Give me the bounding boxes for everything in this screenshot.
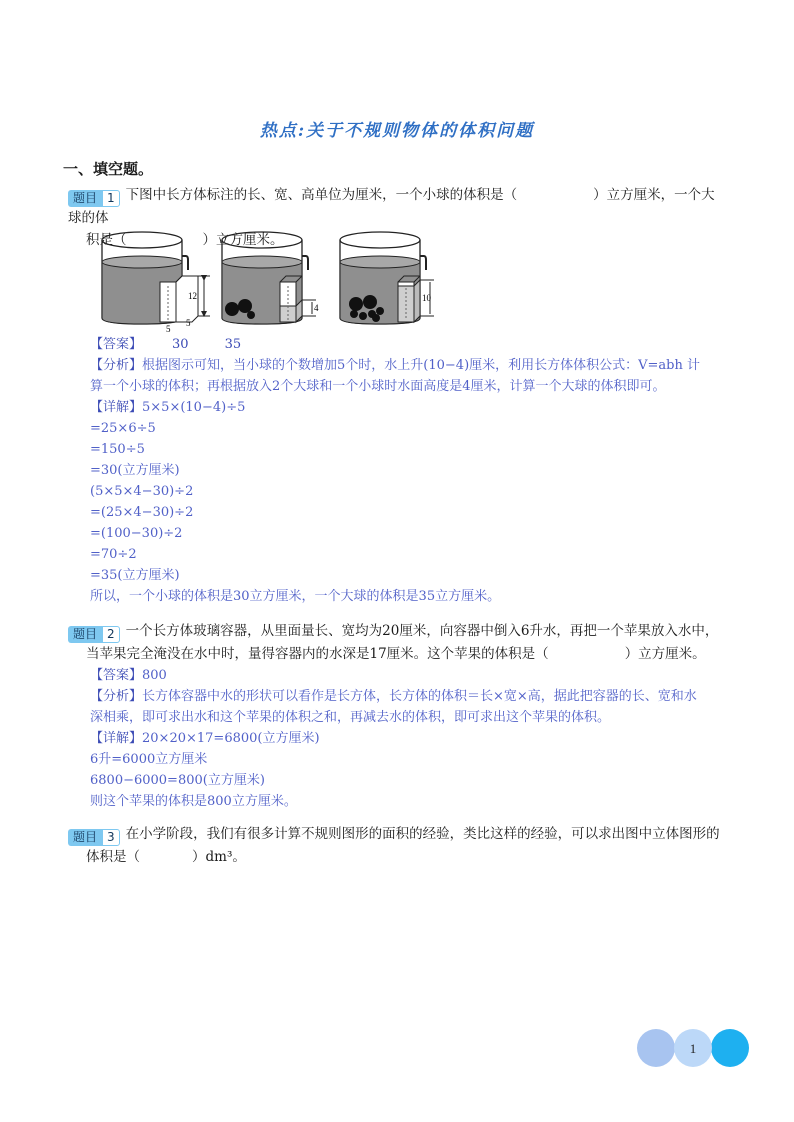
answer-value: 35 <box>224 337 242 352</box>
q1-text-2a: 积是（ <box>86 232 127 248</box>
detail-line: =25×6÷5 <box>90 421 156 436</box>
detail-label: 【详解】 <box>90 400 143 415</box>
figure-label: 10 <box>422 293 431 303</box>
question-2 <box>68 620 728 665</box>
q1-solution <box>90 334 730 607</box>
detail-line: =(25×4−30)÷2 <box>90 505 194 520</box>
q2-text-1: 一个长方体玻璃容器，从里面量长、宽均为20厘米，向容器中倒入6升水，再把一个苹果放入水中， <box>125 623 719 639</box>
page-title: 热点:关于不规则物体的体积问题 <box>259 121 535 141</box>
q3-text-2a: 体积是（ <box>86 849 140 865</box>
answer-label: 【答案】 <box>90 668 143 683</box>
analysis-label: 【分析】 <box>90 358 143 373</box>
detail-line: 6800−6000=800(立方厘米) <box>90 773 265 788</box>
section-heading: 一、填空题。 <box>63 160 154 178</box>
detail-line: 6升=6000立方厘米 <box>90 752 208 767</box>
answer-value: 800 <box>142 668 167 683</box>
q1-text-2b: ）立方厘米。 <box>202 232 284 248</box>
figure-label: 5 <box>166 324 171 334</box>
analysis-text: 根据图示可知，当小球的个数增加5个时，水上升(10−4)厘米，利用长方体体积公式：V=abh 计 <box>142 358 700 373</box>
q3-text-2b: ）dm³。 <box>192 849 246 865</box>
q1-text-1a: 下图中长方体标注的长、宽、高单位为厘米，一个小球的体积是（ <box>125 187 518 203</box>
q2-text-2b: ）立方厘米。 <box>624 646 706 662</box>
q2-solution <box>90 665 730 812</box>
page-number-badge <box>636 1028 752 1068</box>
analysis-label: 【分析】 <box>90 689 143 704</box>
detail-line: (5×5×4−30)÷2 <box>90 484 194 499</box>
detail-line: 20×20×17=6800(立方厘米) <box>142 731 320 746</box>
detail-line: =30(立方厘米) <box>90 463 180 478</box>
detail-label: 【详解】 <box>90 731 143 746</box>
detail-line: =35(立方厘米) <box>90 568 180 583</box>
question-tag: 题目 1 <box>68 190 120 207</box>
analysis-text: 算一个小球的体积；再根据放入2个大球和一个小球时水面高度是4厘米，计算一个大球的体积即可。 <box>90 379 666 394</box>
question-3 <box>68 823 728 868</box>
beaker-figures <box>98 226 458 334</box>
detail-line: =150÷5 <box>90 442 145 457</box>
question-tag: 题目 2 <box>68 626 120 643</box>
figure-label: 4 <box>314 303 319 313</box>
detail-line: =(100−30)÷2 <box>90 526 183 541</box>
detail-line: 5×5×(10−4)÷5 <box>142 400 246 415</box>
answer-value: 30 <box>172 337 189 352</box>
answer-label: 【答案】 <box>90 337 143 352</box>
detail-line: 所以，一个小球的体积是30立方厘米，一个大球的体积是35立方厘米。 <box>90 589 501 604</box>
q3-text-1: 在小学阶段，我们有很多计算不规则图形的面积的经验，类比这样的经验，可以求出图中立体图形的 <box>125 826 720 842</box>
analysis-text: 深相乘，即可求出水和这个苹果的体积之和，再减去水的体积，即可求出这个苹果的体积。 <box>90 710 611 725</box>
q1-text-1b: ）立方厘米，一个大球的体 <box>68 187 715 226</box>
question-tag: 题目 3 <box>68 829 120 846</box>
page-number: 1 <box>689 1041 697 1056</box>
beaker-figure-2 <box>222 232 319 324</box>
detail-line: =70÷2 <box>90 547 137 562</box>
beaker-figure-1 <box>102 232 210 334</box>
figure-label: 5 <box>186 318 191 328</box>
detail-line: 则这个苹果的体积是800立方厘米。 <box>90 794 297 809</box>
analysis-text: 长方体容器中水的形状可以看作是长方体，长方体的体积＝长×宽×高，据此把容器的长、宽和水 <box>142 689 697 704</box>
figure-label: 12 <box>188 291 197 301</box>
beaker-figure-3 <box>340 232 434 324</box>
q2-text-2a: 当苹果完全淹没在水中时，量得容器内的水深是17厘米。这个苹果的体积是（ <box>86 646 549 662</box>
